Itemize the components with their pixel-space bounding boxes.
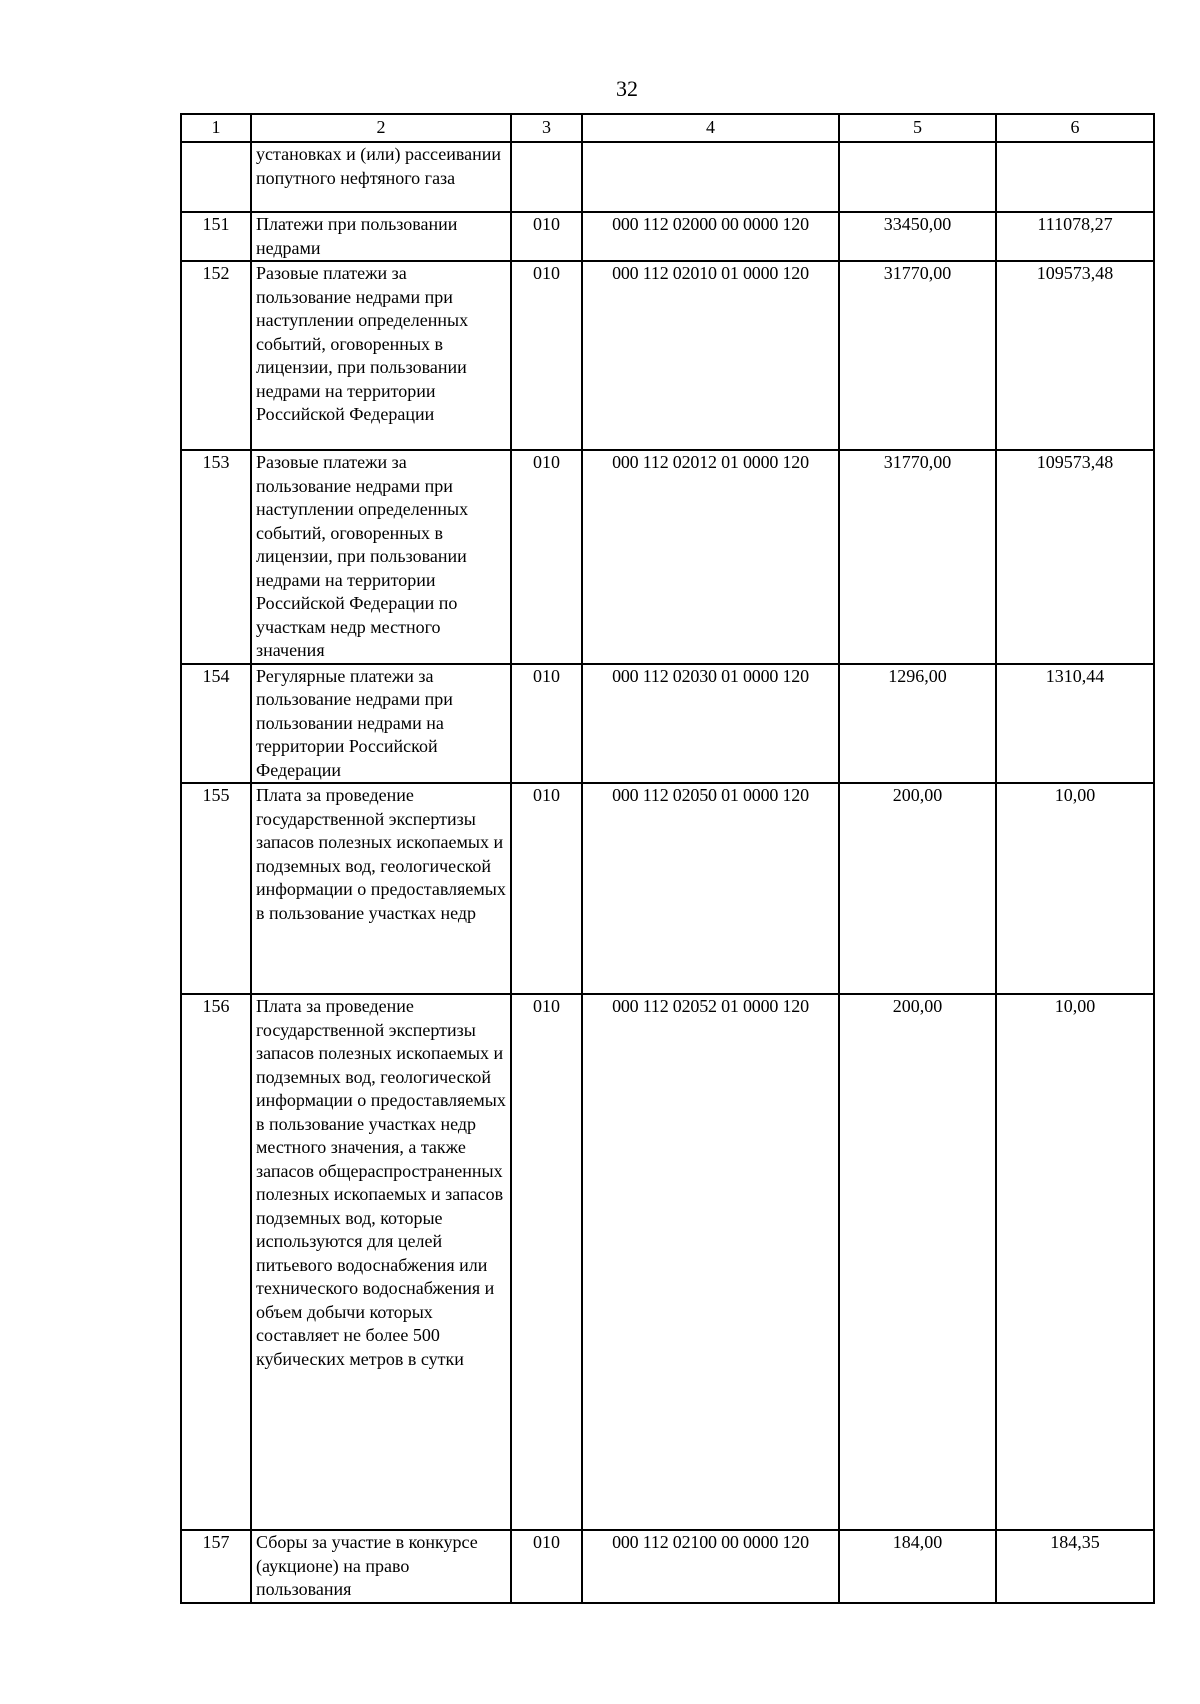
revenue-name: Разовые платежи за пользование недрами при наступлении определенных событий, оговоренных в лицензии, при пользовании недрами на территории Российской Федерации по участкам недр местного значения [251, 450, 511, 664]
actual-amount [996, 142, 1154, 212]
budget-revenue-table [180, 113, 1155, 1604]
admin-code: 010 [511, 664, 582, 784]
row-number: 156 [181, 994, 251, 1530]
classification-code: 000 112 02100 00 0000 120 [582, 1530, 839, 1603]
admin-code: 010 [511, 261, 582, 450]
admin-code [511, 142, 582, 212]
row-number: 153 [181, 450, 251, 664]
admin-code: 010 [511, 783, 582, 994]
actual-amount: 109573,48 [996, 261, 1154, 450]
planned-amount: 31770,00 [839, 450, 996, 664]
revenue-name: Разовые платежи за пользование недрами при наступлении определенных событий, оговоренных в лицензии, при пользовании недрами на территории Российской Федерации [251, 261, 511, 450]
table-row [181, 261, 1154, 450]
header-row [181, 114, 1154, 142]
classification-code [582, 142, 839, 212]
revenue-name: установках и (или) рассеивании попутного нефтяного газа [251, 142, 511, 212]
table-row [181, 142, 1154, 212]
admin-code: 010 [511, 450, 582, 664]
column-header-4: 4 [582, 114, 839, 142]
planned-amount: 1296,00 [839, 664, 996, 784]
classification-code: 000 112 02030 01 0000 120 [582, 664, 839, 784]
classification-code: 000 112 02000 00 0000 120 [582, 212, 839, 261]
row-number: 154 [181, 664, 251, 784]
planned-amount: 200,00 [839, 994, 996, 1530]
actual-amount: 109573,48 [996, 450, 1154, 664]
classification-code: 000 112 02012 01 0000 120 [582, 450, 839, 664]
column-header-6: 6 [996, 114, 1154, 142]
revenue-name: Сборы за участие в конкурсе (аукционе) на право пользования [251, 1530, 511, 1603]
row-number [181, 142, 251, 212]
classification-code: 000 112 02010 01 0000 120 [582, 261, 839, 450]
planned-amount: 33450,00 [839, 212, 996, 261]
table-row [181, 664, 1154, 784]
table-row [181, 450, 1154, 664]
row-number: 155 [181, 783, 251, 994]
planned-amount [839, 142, 996, 212]
planned-amount: 184,00 [839, 1530, 996, 1603]
admin-code: 010 [511, 994, 582, 1530]
column-header-2: 2 [251, 114, 511, 142]
revenue-name: Платежи при пользовании недрами [251, 212, 511, 261]
admin-code: 010 [511, 212, 582, 261]
table-row [181, 212, 1154, 261]
row-number: 151 [181, 212, 251, 261]
revenue-name: Регулярные платежи за пользование недрами при пользовании недрами на территории Российской Федерации [251, 664, 511, 784]
table-row [181, 994, 1154, 1530]
revenue-name: Плата за проведение государственной экспертизы запасов полезных ископаемых и подземных вод, геологической информации о предоставляемых в пользование участках недр местного значения, а также запасов общераспространенных полезных ископаемых и запасов подземных вод, которые используются для целей питьевого водоснабжения или технического водоснабжения и объем добычи которых составляет не более 500 кубических метров в сутки [251, 994, 511, 1530]
admin-code: 010 [511, 1530, 582, 1603]
actual-amount: 10,00 [996, 994, 1154, 1530]
planned-amount: 31770,00 [839, 261, 996, 450]
row-number: 152 [181, 261, 251, 450]
table-row [181, 783, 1154, 994]
actual-amount: 111078,27 [996, 212, 1154, 261]
column-header-5: 5 [839, 114, 996, 142]
table-row [181, 1530, 1154, 1603]
classification-code: 000 112 02052 01 0000 120 [582, 994, 839, 1530]
actual-amount: 184,35 [996, 1530, 1154, 1603]
page-number: 32 [616, 76, 638, 101]
planned-amount: 200,00 [839, 783, 996, 994]
revenue-name: Плата за проведение государственной экспертизы запасов полезных ископаемых и подземных вод, геологической информации о предоставляемых в пользование участках недр [251, 783, 511, 994]
column-header-1: 1 [181, 114, 251, 142]
column-header-3: 3 [511, 114, 582, 142]
actual-amount: 1310,44 [996, 664, 1154, 784]
classification-code: 000 112 02050 01 0000 120 [582, 783, 839, 994]
row-number: 157 [181, 1530, 251, 1603]
actual-amount: 10,00 [996, 783, 1154, 994]
